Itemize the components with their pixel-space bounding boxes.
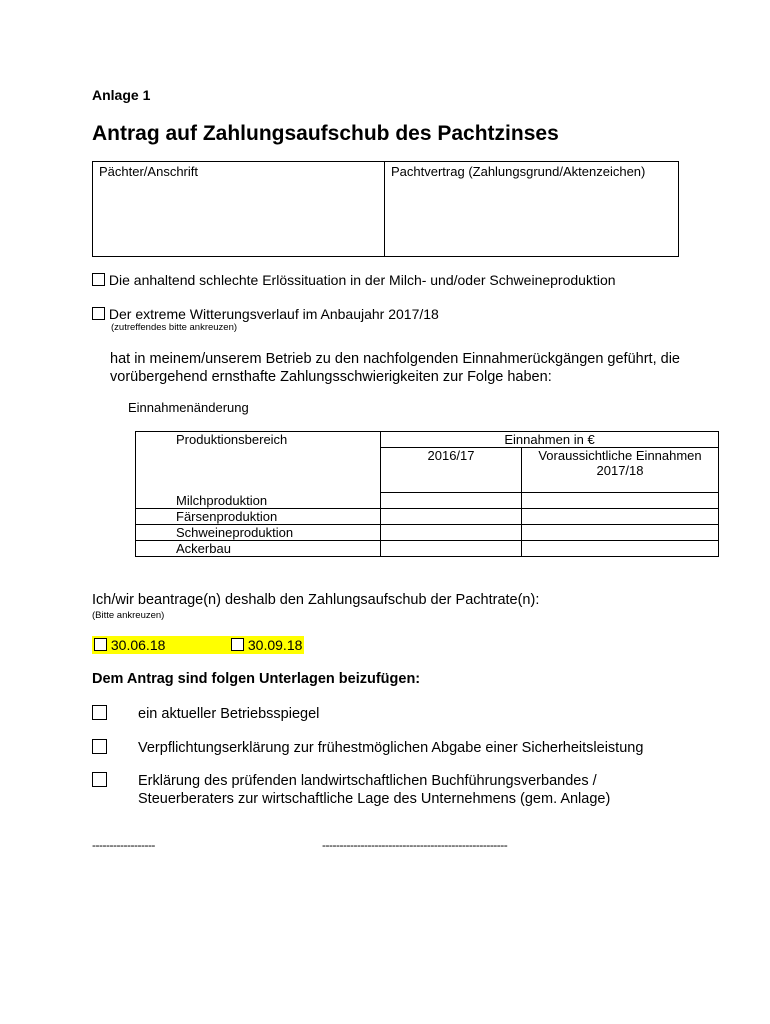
income-change-label: Einnahmenänderung <box>128 400 249 415</box>
header-expected-text: Voraussichtliche Einnahmen 2017/18 <box>538 448 702 478</box>
impact-paragraph: hat in meinem/unserem Betrieb zu den nachfolgenden Einnahmerückgängen geführt, die vorübergehend ernsthafte Zahlungsschwierigkeiten zur Folge haben: <box>110 351 680 385</box>
header-income-group-text: Einnahmen in € <box>504 432 595 447</box>
reason-1-checkbox[interactable] <box>92 273 105 286</box>
header-expected <box>522 448 719 493</box>
list-item <box>92 739 644 757</box>
table-row <box>136 540 719 556</box>
row-label-text: Schweineproduktion <box>176 524 294 540</box>
row-label-text: Milchproduktion <box>176 492 268 508</box>
document-1-checkbox[interactable] <box>92 705 107 720</box>
table-row <box>136 524 719 540</box>
request-note: (Bitte ankreuzen) <box>92 610 165 621</box>
document-3-label: Erklärung des prüfenden landwirtschaftlichen Buchführungsverbandes / Steuerberaters zur wirtschaftliche Lage des Unternehmens (gem. Anlage) <box>138 773 611 807</box>
page-title: Antrag auf Zahlungsaufschub des Pachtzinses <box>92 122 559 145</box>
row-label <box>136 508 381 524</box>
row-label-text: Färsenproduktion <box>176 508 278 524</box>
signature-line: ----------------------------------------------------- <box>322 838 508 852</box>
income-expected-cell[interactable] <box>522 493 719 509</box>
contract-reference-label: Pachtvertrag (Zahlungsgrund/Aktenzeichen) <box>391 164 646 179</box>
document-3-checkbox[interactable] <box>92 772 107 787</box>
income-2016-cell[interactable] <box>381 508 522 524</box>
row-label <box>136 524 381 540</box>
header-production-area-text: Produktionsbereich <box>176 432 288 447</box>
reason-2-label: Der extreme Witterungsverlauf im Anbaujahr 2017/18 <box>108 306 439 322</box>
date-1-label: 30.06.18 <box>110 637 166 653</box>
income-2016-cell[interactable] <box>381 493 522 509</box>
table-row <box>136 493 719 509</box>
tenant-address-label: Pächter/Anschrift <box>99 164 198 179</box>
header-year-text: 2016/17 <box>427 448 475 463</box>
header-year <box>381 448 522 493</box>
reason-option-2 <box>92 306 439 322</box>
reason-note: (zutreffendes bitte ankreuzen) <box>111 322 238 333</box>
documents-title: Dem Antrag sind folgen Unterlagen beizufügen: <box>92 671 421 687</box>
income-2016-cell[interactable] <box>381 540 522 556</box>
date-option-1 <box>92 637 231 655</box>
income-expected-cell[interactable] <box>522 540 719 556</box>
date-2-label: 30.09.18 <box>247 637 303 653</box>
header-income-group <box>381 432 719 448</box>
row-label-text: Ackerbau <box>176 540 231 556</box>
tenant-contract-box <box>92 161 679 257</box>
header-production-area <box>136 432 381 493</box>
reason-1-label: Die anhaltend schlechte Erlössituation in der Milch- und/oder Schweineproduktion <box>108 272 616 288</box>
annex-label: Anlage 1 <box>92 87 151 103</box>
contract-reference-field[interactable] <box>385 162 678 256</box>
income-header-row <box>136 432 719 448</box>
date-2-highlight <box>229 636 304 654</box>
income-table <box>135 431 719 557</box>
row-label <box>136 493 381 509</box>
table-row <box>136 508 719 524</box>
request-text: Ich/wir beantrage(n) deshalb den Zahlungsaufschub der Pachtrate(n): <box>92 592 540 608</box>
reason-option-1 <box>92 272 616 288</box>
list-item <box>92 705 320 723</box>
row-label <box>136 540 381 556</box>
document-2-checkbox[interactable] <box>92 739 107 754</box>
date-2-checkbox[interactable] <box>231 638 244 651</box>
income-2016-cell[interactable] <box>381 524 522 540</box>
income-expected-cell[interactable] <box>522 508 719 524</box>
date-option-2 <box>229 637 304 655</box>
income-expected-cell[interactable] <box>522 524 719 540</box>
list-item <box>92 772 611 807</box>
date-1-highlight <box>92 636 231 654</box>
reason-2-checkbox[interactable] <box>92 307 105 320</box>
date-1-checkbox[interactable] <box>94 638 107 651</box>
document-1-label: ein aktueller Betriebsspiegel <box>138 706 320 722</box>
place-date-line: ------------------ <box>92 838 155 852</box>
tenant-address-field[interactable] <box>93 162 385 256</box>
document-2-label: Verpflichtungserklärung zur frühestmöglichen Abgabe einer Sicherheitsleistung <box>138 740 644 756</box>
